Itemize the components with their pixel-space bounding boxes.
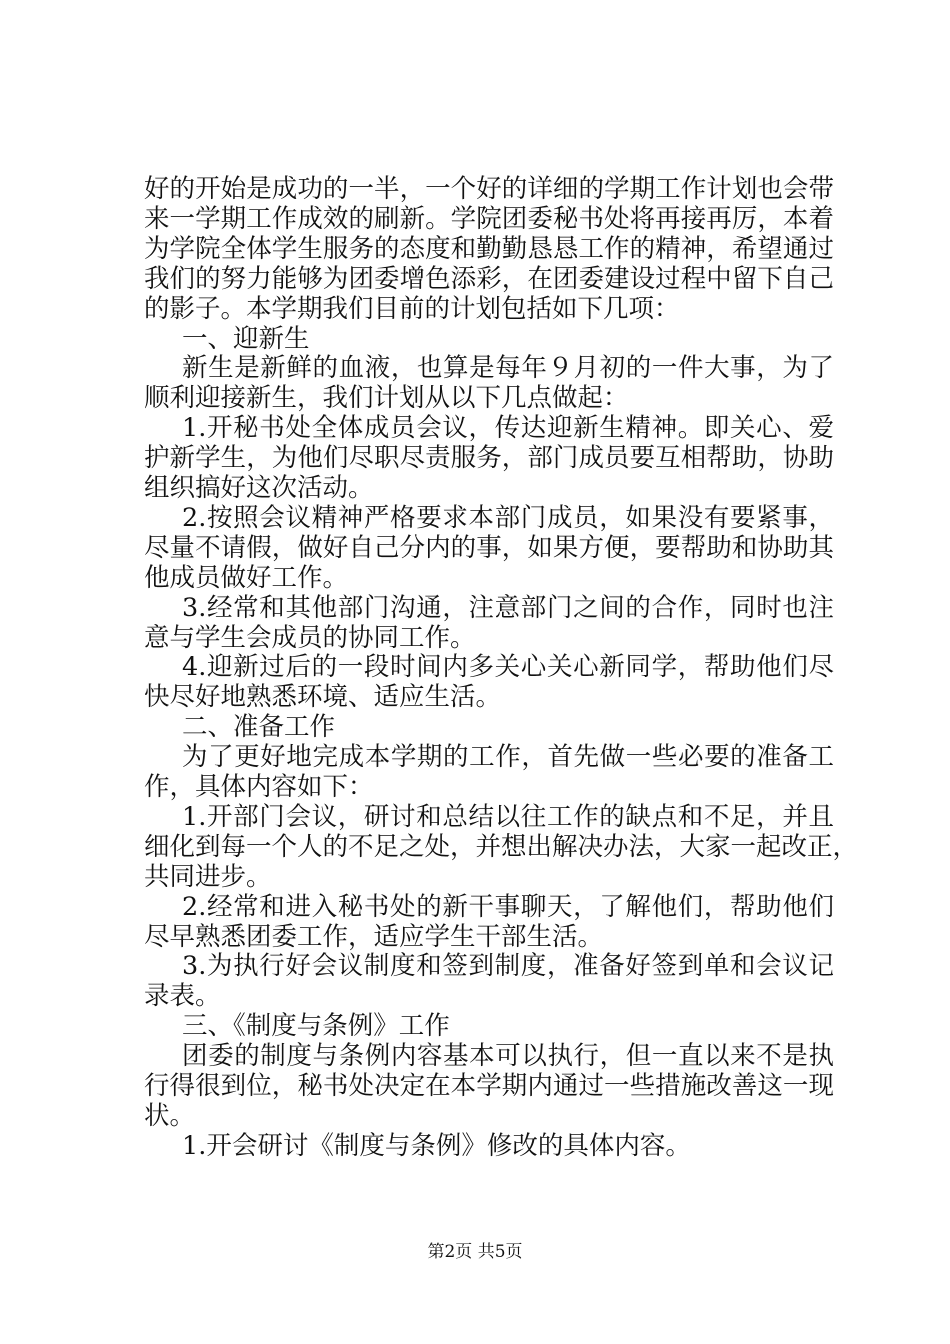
list-item-line: 1.开会研讨《制度与条例》修改的具体内容。 xyxy=(182,1130,691,1161)
body-line: 意与学生会成员的协同工作。 xyxy=(144,622,476,653)
list-item-line: 1.开秘书处全体成员会议，传达迎新生精神。即关心、爱 xyxy=(182,413,834,444)
body-line: 共同进步。 xyxy=(144,861,272,892)
list-item-line: 2.按照会议精神严格要求本部门成员，如果没有要紧事， xyxy=(182,502,834,533)
body-line: 团委的制度与条例内容基本可以执行，但一直以来不是执 xyxy=(182,1041,834,1072)
body-line: 来一学期工作成效的刷新。学院团委秘书处将再接再厉，本着 xyxy=(144,203,834,234)
body-line: 他成员做好工作。 xyxy=(144,562,349,593)
body-line: 护新学生，为他们尽职尽责服务，部门成员要互相帮助，协助 xyxy=(144,443,834,474)
page-number-footer: 第2页 共5页 xyxy=(427,1242,523,1262)
body-line: 状。 xyxy=(144,1100,196,1131)
body-line: 尽量不请假，做好自己分内的事，如果方便，要帮助和协助其 xyxy=(144,532,834,563)
body-line: 行得很到位，秘书处决定在本学期内通过一些措施改善这一现 xyxy=(144,1071,834,1101)
body-line: 录表。 xyxy=(144,981,221,1012)
body-line: 的影子。本学期我们目前的计划包括如下几项： xyxy=(144,293,680,324)
body-line: 我们的努力能够为团委增色添彩，在团委建设过程中留下自己 xyxy=(144,263,834,294)
body-line: 尽早熟悉团委工作，适应学生干部生活。 xyxy=(144,921,604,952)
body-line: 顺利迎接新生，我们计划从以下几点做起： xyxy=(144,383,629,414)
list-item-line: 3.为执行好会议制度和签到制度，准备好签到单和会议记 xyxy=(182,951,834,982)
list-item-line: 2.经常和进入秘书处的新干事聊天，了解他们，帮助他们 xyxy=(182,891,834,922)
body-line: 作，具体内容如下： xyxy=(144,772,374,802)
body-line: 细化到每一个人的不足之处，并想出解决办法，大家一起改正， xyxy=(144,831,859,862)
list-item-line: 3.经常和其他部门沟通，注意部门之间的合作，同时也注 xyxy=(182,592,834,623)
list-item-line: 1.开部门会议，研讨和总结以往工作的缺点和不足，并且 xyxy=(182,801,834,832)
body-line: 为了更好地完成本学期的工作，首先做一些必要的准备工 xyxy=(182,742,834,773)
body-line: 快尽好地熟悉环境、适应生活。 xyxy=(144,682,502,713)
body-line: 为学院全体学生服务的态度和勤勤恳恳工作的精神，希望通过 xyxy=(144,233,834,264)
list-item-line: 4.迎新过后的一段时间内多关心关心新同学，帮助他们尽 xyxy=(182,652,834,683)
body-line: 好的开始是成功的一半，一个好的详细的学期工作计划也会带 xyxy=(144,174,834,204)
section-heading: 二、准备工作 xyxy=(182,712,336,743)
body-line: 组织搞好这次活动。 xyxy=(144,473,374,503)
body-line: 新生是新鲜的血液，也算是每年９月初的一件大事，为了 xyxy=(182,353,834,384)
section-heading: 三、《制度与条例》工作 xyxy=(182,1011,450,1042)
section-heading: 一、迎新生 xyxy=(182,323,310,354)
